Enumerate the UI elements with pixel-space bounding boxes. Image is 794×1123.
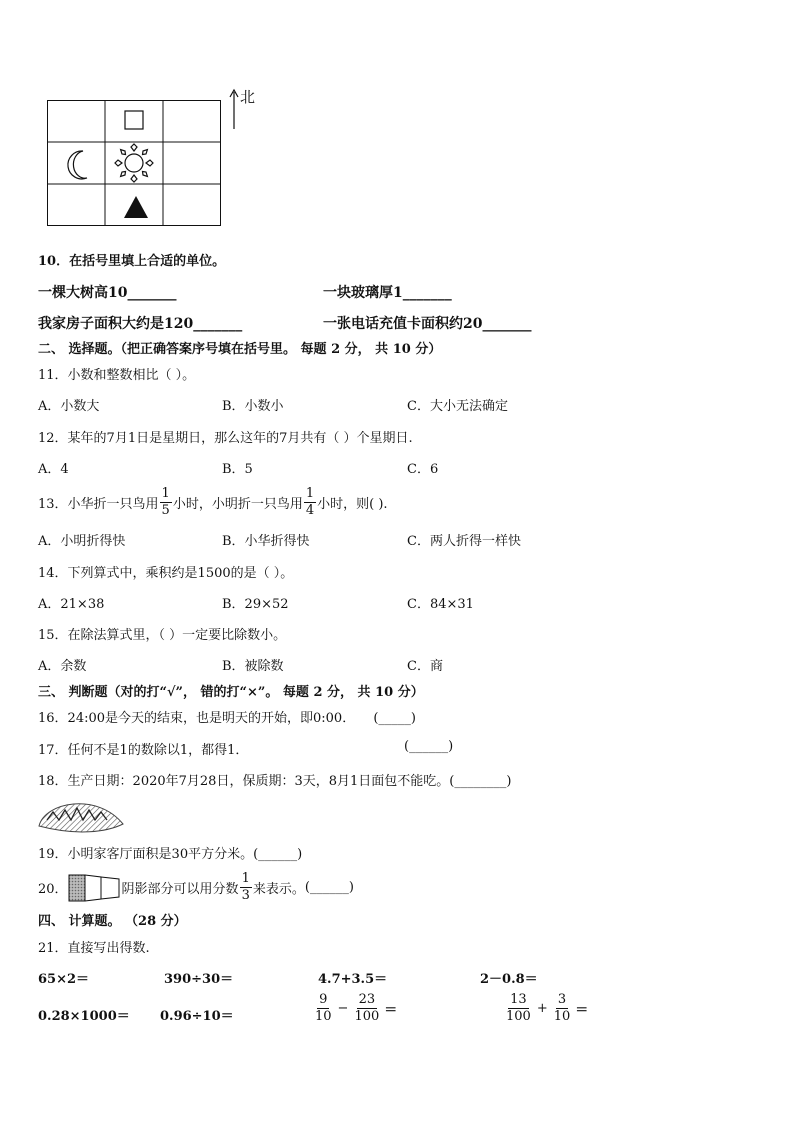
question-13-stem [38, 486, 388, 519]
calc-frac-a-1: $\frac{9}{10}$ [315, 992, 332, 1024]
q12-option-b: B．5 [222, 462, 253, 477]
q19-text: 19．小明家客厅面积是30平方分米。 [38, 847, 254, 862]
q11-option-b: B．小数小 [222, 399, 284, 414]
q17-answer-blank: (______) [404, 739, 454, 754]
q13-option-b: B．小华折得快 [222, 534, 310, 549]
question-19 [38, 843, 302, 862]
calc-frac-a-equals: ＝ [384, 1003, 398, 1018]
question-17-text: 17．任何不是1的数除以1，都得1． [38, 743, 249, 758]
triangle-icon [124, 196, 148, 218]
north-label: 北 [240, 88, 256, 106]
q14-option-c: C．84×31 [407, 597, 474, 612]
q18-text: 18．生产日期：2020年7月28日，保质期：3天，8月1日面包不能吃。 [38, 774, 450, 789]
question-20 [38, 871, 354, 904]
bread-illustration [37, 796, 127, 834]
section-4-title: 四、 计算题。 （28 分） [38, 914, 187, 929]
calc-frac-b-2: $\frac{3}{10}$ [553, 992, 571, 1024]
question-21-title: 21．直接写出得数. [38, 941, 150, 956]
q10-item-1: 一棵大树高10_______ [38, 285, 177, 301]
q11-option-a: A．小数大 [38, 399, 100, 414]
q20-answer-blank: (______) [304, 880, 355, 895]
calc-fraction-subtraction [312, 992, 397, 1025]
q20-text-1: 阴影部分可以用分数 [121, 882, 239, 897]
question-15-stem: 15．在除法算式里，（ ）一定要比除数小。 [38, 628, 287, 643]
north-arrow-icon [229, 88, 239, 130]
q13-fraction-2: $\frac{1}{4}$ [305, 486, 315, 518]
q14-option-b: B．29×52 [222, 597, 289, 612]
question-14-stem: 14．下列算式中，乘积约是1500的是（ ）。 [38, 566, 294, 581]
q15-option-b: B．被除数 [222, 659, 284, 674]
shaded-rectangle-figure [68, 874, 120, 902]
q19-answer-blank: (______) [253, 847, 303, 862]
calc-frac-b-equals: ＝ [575, 1003, 589, 1018]
sun-icon [115, 144, 153, 182]
calc-65x2: 65×2＝ [38, 972, 90, 987]
calc-frac-b-operator: + [536, 1001, 548, 1016]
q12-option-a: A．4 [38, 462, 69, 477]
q13-option-c: C．两人折得一样快 [407, 534, 521, 549]
q20-text-2: 来表示。 [252, 882, 305, 897]
q13-stem-part-3: 小时，则( ). [317, 497, 388, 512]
q13-fraction-1: $\frac{1}{5}$ [161, 486, 170, 518]
question-11-stem: 11．小数和整数相比（ ）。 [38, 368, 196, 383]
q20-number: 20． [38, 882, 68, 897]
q13-option-a: A．小明折得快 [38, 534, 126, 549]
moon-icon [68, 151, 87, 179]
q14-option-a: A．21×38 [38, 597, 105, 612]
question-12-stem: 12．某年的7月1日是星期日，那么这年的7月共有（ ）个星期日. [38, 431, 413, 446]
calc-0.96div10: 0.96÷10＝ [160, 1009, 234, 1024]
direction-map-grid [47, 100, 221, 226]
q16-answer-blank: (_____) [373, 711, 416, 726]
q15-option-a: A．余数 [38, 659, 87, 674]
q13-stem-part-1: 13．小华折一只鸟用 [38, 497, 159, 512]
calc-390div30: 390÷30＝ [164, 972, 234, 987]
calc-frac-b-1: $\frac{13}{100}$ [506, 992, 531, 1024]
square-icon [125, 111, 143, 129]
q13-stem-part-2: 小时，小明折一只鸟用 [172, 497, 303, 512]
q16-text: 16．24:00是今天的结束，也是明天的开始，即0:00． [38, 711, 356, 726]
question-16 [38, 707, 416, 726]
section-2-title: 二、 选择题。（把正确答案序号填在括号里。 每题 2 分， 共 10 分） [38, 342, 442, 357]
q12-option-c: C．6 [407, 462, 439, 477]
calc-frac-a-2: $\frac{23}{100}$ [354, 992, 380, 1024]
section-3-title: 三、 判断题（对的打“√”， 错的打“×”。 每题 2 分， 共 10 分） [38, 685, 424, 700]
q18-answer-blank: (________) [449, 774, 512, 789]
question-18 [38, 770, 511, 789]
calc-4.7plus3.5: 4.7+3.5＝ [318, 972, 388, 987]
calc-0.28x1000: 0.28×1000＝ [38, 1009, 130, 1024]
question-10-title: 10．在括号里填上合适的单位。 [38, 254, 226, 269]
calc-frac-a-operator: − [337, 1001, 349, 1016]
q11-option-c: C．大小无法确定 [407, 399, 508, 414]
q10-item-3: 我家房子面积大约是120_______ [38, 316, 243, 332]
q20-fraction: $\frac{1}{3}$ [241, 871, 250, 903]
calc-2minus0.8: 2－0.8＝ [480, 972, 538, 987]
q10-item-2: 一块玻璃厚1_______ [323, 285, 452, 301]
q15-option-c: C．商 [407, 659, 443, 674]
q10-item-4: 一张电话充值卡面积约20_______ [323, 316, 532, 332]
calc-fraction-addition [503, 992, 588, 1025]
